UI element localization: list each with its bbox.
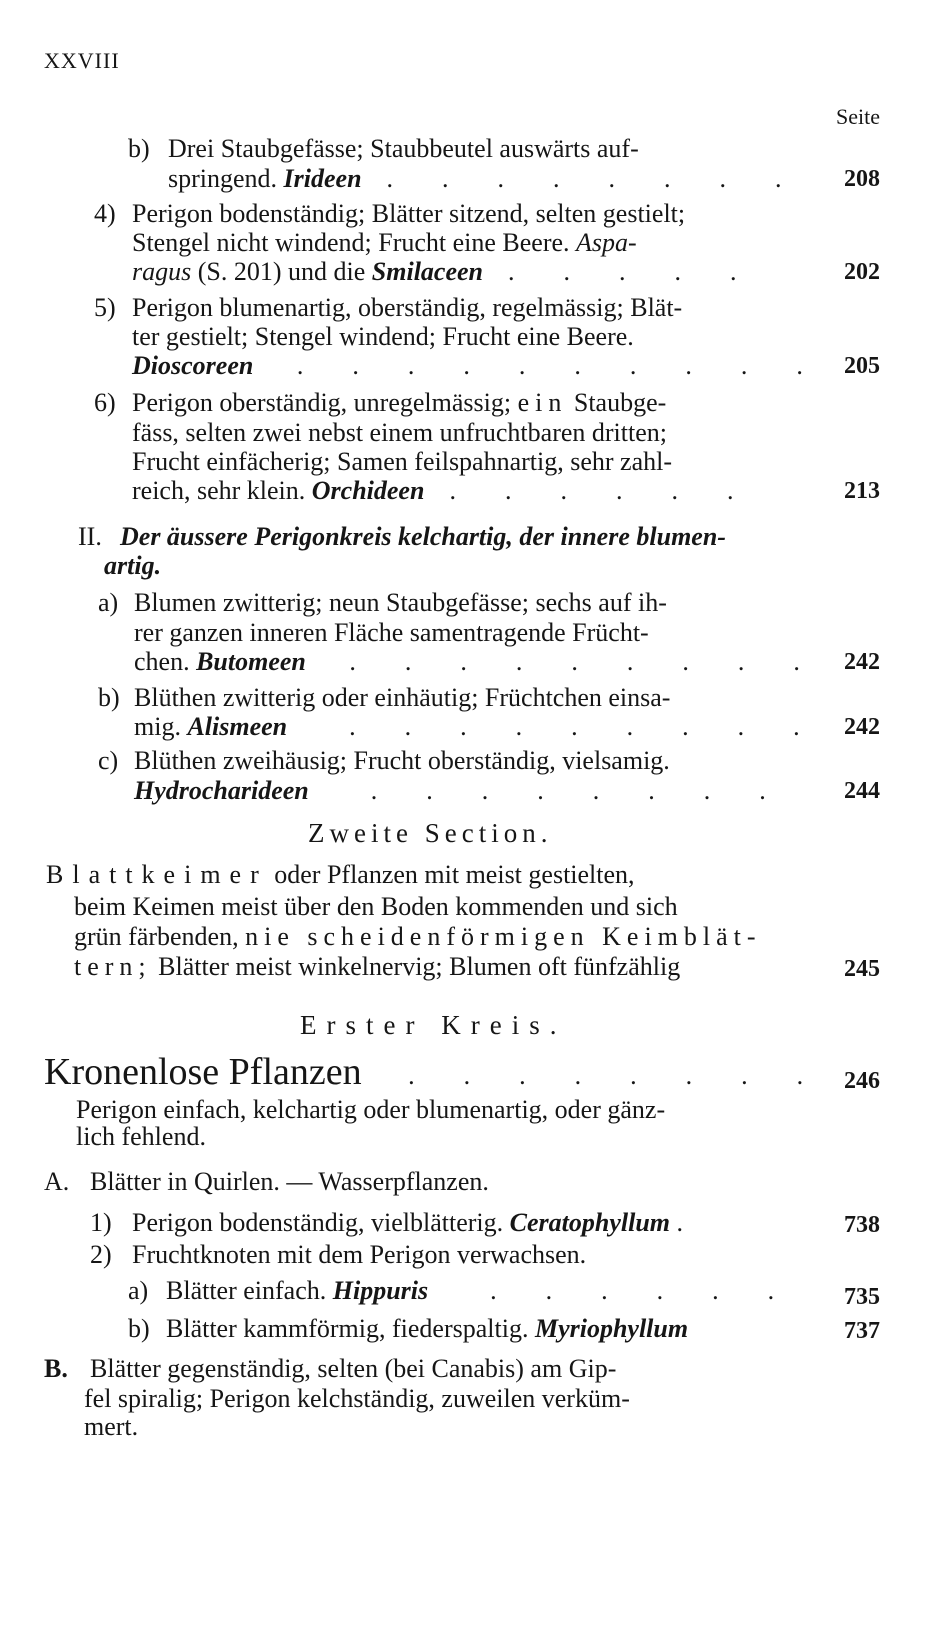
- entry-label: b): [98, 683, 120, 712]
- entry-label: 5): [94, 293, 116, 322]
- page-reference: 242: [844, 649, 880, 675]
- emphasis-spaced: ein: [517, 388, 568, 417]
- entry-text-part: mig.: [134, 712, 181, 741]
- section-text-part: oder Pflanzen mit meist gestielten,: [274, 860, 635, 889]
- page-reference: 242: [844, 714, 880, 740]
- group-title-text: Kronenlose Pflanzen: [44, 1051, 362, 1093]
- entry-text: fäss, selten zwei nebst einem unfruchtbaren dritten;: [132, 418, 667, 447]
- entry-label: b): [128, 134, 150, 163]
- section-heading: Zweite Section.: [308, 818, 553, 848]
- leader-dots: . . . . . . . . .: [293, 712, 812, 741]
- emphasis-spaced: Blattkeimer: [46, 860, 268, 889]
- taxon-name: ragus: [132, 257, 192, 286]
- leader-dots: . . . . . . . .: [371, 1061, 816, 1090]
- entry-label: 2): [90, 1240, 112, 1269]
- entry-text: Blumen zwitterig; neun Staubgefässe; sechs auf ih-: [134, 588, 667, 617]
- entry-text: [132, 257, 749, 287]
- entry-label: a): [128, 1276, 149, 1305]
- entry-text: [132, 388, 666, 418]
- page-reference: 213: [844, 478, 880, 504]
- circle-heading: Erster Kreis.: [300, 1010, 567, 1040]
- page-reference: 205: [844, 353, 880, 379]
- taxon-name: Alismeen: [187, 712, 288, 741]
- entry-text: rer ganzen inneren Fläche samentragende Frücht-: [134, 618, 649, 647]
- group-heading: artig.: [104, 551, 162, 580]
- entry-text: Blüthen zweihäusig; Frucht oberständig, vielsamig.: [134, 746, 670, 775]
- section-text: [74, 922, 762, 952]
- entry-text: [132, 1208, 683, 1238]
- group-heading: mert.: [84, 1412, 139, 1441]
- entry-label: 1): [90, 1208, 112, 1237]
- section-text-part: Blätter meist winkelnervig; Blumen oft fünfzählig: [158, 952, 681, 981]
- entry-label: c): [98, 746, 119, 775]
- entry-text-part: Perigon bodenständig, vielblätterig.: [132, 1208, 504, 1237]
- entry-text: [166, 1314, 688, 1344]
- section-text: beim Keimen meist über den Boden kommenden und sich: [74, 892, 678, 921]
- entry-label: 4): [94, 199, 116, 228]
- page-reference: 246: [844, 1068, 880, 1094]
- entry-text-part: Perigon oberständig, unregelmässig;: [132, 388, 512, 417]
- group-description: lich fehlend.: [76, 1122, 206, 1151]
- entry-text: [132, 351, 815, 381]
- page-number: XXVIII: [44, 48, 120, 73]
- entry-text-part: Blätter kammförmig, fiederspaltig.: [166, 1314, 529, 1343]
- page-reference: 738: [844, 1212, 880, 1238]
- leader-dots: . . . . . . . . .: [312, 647, 812, 676]
- entry-text: ter gestielt; Stengel windend; Frucht eine Beere.: [132, 322, 634, 351]
- entry-text-part: Staubge-: [573, 388, 667, 417]
- page-reference: 202: [844, 259, 880, 285]
- entry-text-part: reich, sehr klein.: [132, 476, 306, 505]
- entry-label: b): [128, 1314, 150, 1343]
- leader-dots: . . . . . .: [430, 476, 746, 505]
- entry-text-part: Blätter einfach.: [166, 1276, 327, 1305]
- entry-text: Blüthen zwitterig oder einhäutig; Früchtchen einsa-: [134, 683, 671, 712]
- entry-text-part: (S. 201) und die: [197, 257, 366, 286]
- group-heading: fel spiralig; Perigon kelchständig, zuweilen verküm-: [84, 1384, 630, 1413]
- group-label: A.: [44, 1167, 70, 1196]
- entry-text: [168, 164, 794, 194]
- taxon-name: Orchideen: [311, 476, 425, 505]
- entry-text-part: chen.: [134, 647, 190, 676]
- taxon-name: Hydrocharideen: [134, 776, 309, 805]
- entry-label: 6): [94, 388, 116, 417]
- taxon-name: Hippuris: [332, 1276, 429, 1305]
- entry-text: [132, 228, 637, 258]
- section-text: [74, 952, 680, 982]
- column-header-seite: Seite: [836, 104, 880, 129]
- taxon-name: Ceratophyllum: [509, 1208, 671, 1237]
- group-heading: Der äussere Perigonkreis kelchartig, der innere blumen-: [120, 522, 726, 551]
- entry-label: a): [98, 588, 119, 617]
- entry-text: [134, 647, 812, 677]
- group-label: B.: [44, 1354, 68, 1383]
- entry-text: [134, 776, 778, 806]
- page-reference: 244: [844, 778, 880, 804]
- group-heading: Blätter gegenständig, selten (bei Canabis) am Gip-: [90, 1354, 617, 1383]
- entry-text: Frucht einfächerig; Samen feilspahnartig, sehr zahl-: [132, 447, 673, 476]
- taxon-name: Myriophyllum: [534, 1314, 689, 1343]
- entry-text: [134, 712, 812, 742]
- taxon-name: Butomeen: [196, 647, 306, 676]
- leader-dots: . . . . .: [489, 257, 749, 286]
- taxon-name: Aspa-: [576, 228, 637, 257]
- taxon-name: Irideen: [283, 164, 362, 193]
- entry-text: Perigon blumenartig, oberständig, regelmässig; Blät-: [132, 293, 683, 322]
- entry-text: Drei Staubgefässe; Staubbeutel auswärts auf-: [168, 134, 639, 163]
- leader-dots: . . . . . .: [434, 1276, 787, 1305]
- group-title: [44, 1050, 815, 1094]
- entry-text-part: springend.: [168, 164, 278, 193]
- entry-text-part: Stengel nicht windend; Frucht eine Beere.: [132, 228, 570, 257]
- leader-dots: .: [676, 1208, 684, 1237]
- entry-text: [132, 476, 745, 506]
- section-text-part: grün färbenden,: [74, 922, 239, 951]
- group-heading: Blätter in Quirlen. — Wasserpflanzen.: [90, 1167, 489, 1196]
- leader-dots: . . . . . . . . . .: [259, 351, 815, 380]
- page-reference: 737: [844, 1318, 880, 1344]
- group-description: Perigon einfach, kelchartig oder blumenartig, oder gänz-: [76, 1095, 666, 1124]
- group-label: II.: [78, 522, 102, 551]
- leader-dots: . . . . . . . .: [368, 164, 794, 193]
- taxon-name: Smilaceen: [371, 257, 484, 286]
- entry-text: Perigon bodenständig; Blätter sitzend, selten gestielt;: [132, 199, 686, 228]
- page-reference: 735: [844, 1284, 880, 1310]
- entry-text: Fruchtknoten mit dem Perigon verwachsen.: [132, 1240, 587, 1269]
- page-reference: 245: [844, 956, 880, 982]
- page-reference: 208: [844, 166, 880, 192]
- leader-dots: . . . . . . . .: [315, 776, 778, 805]
- emphasis-spaced: nie scheidenförmigen Keimblät-: [245, 922, 762, 951]
- taxon-name: Dioscoreen: [132, 351, 254, 380]
- entry-text: [166, 1276, 786, 1306]
- emphasis-spaced: tern;: [74, 952, 152, 981]
- section-text: [46, 860, 635, 890]
